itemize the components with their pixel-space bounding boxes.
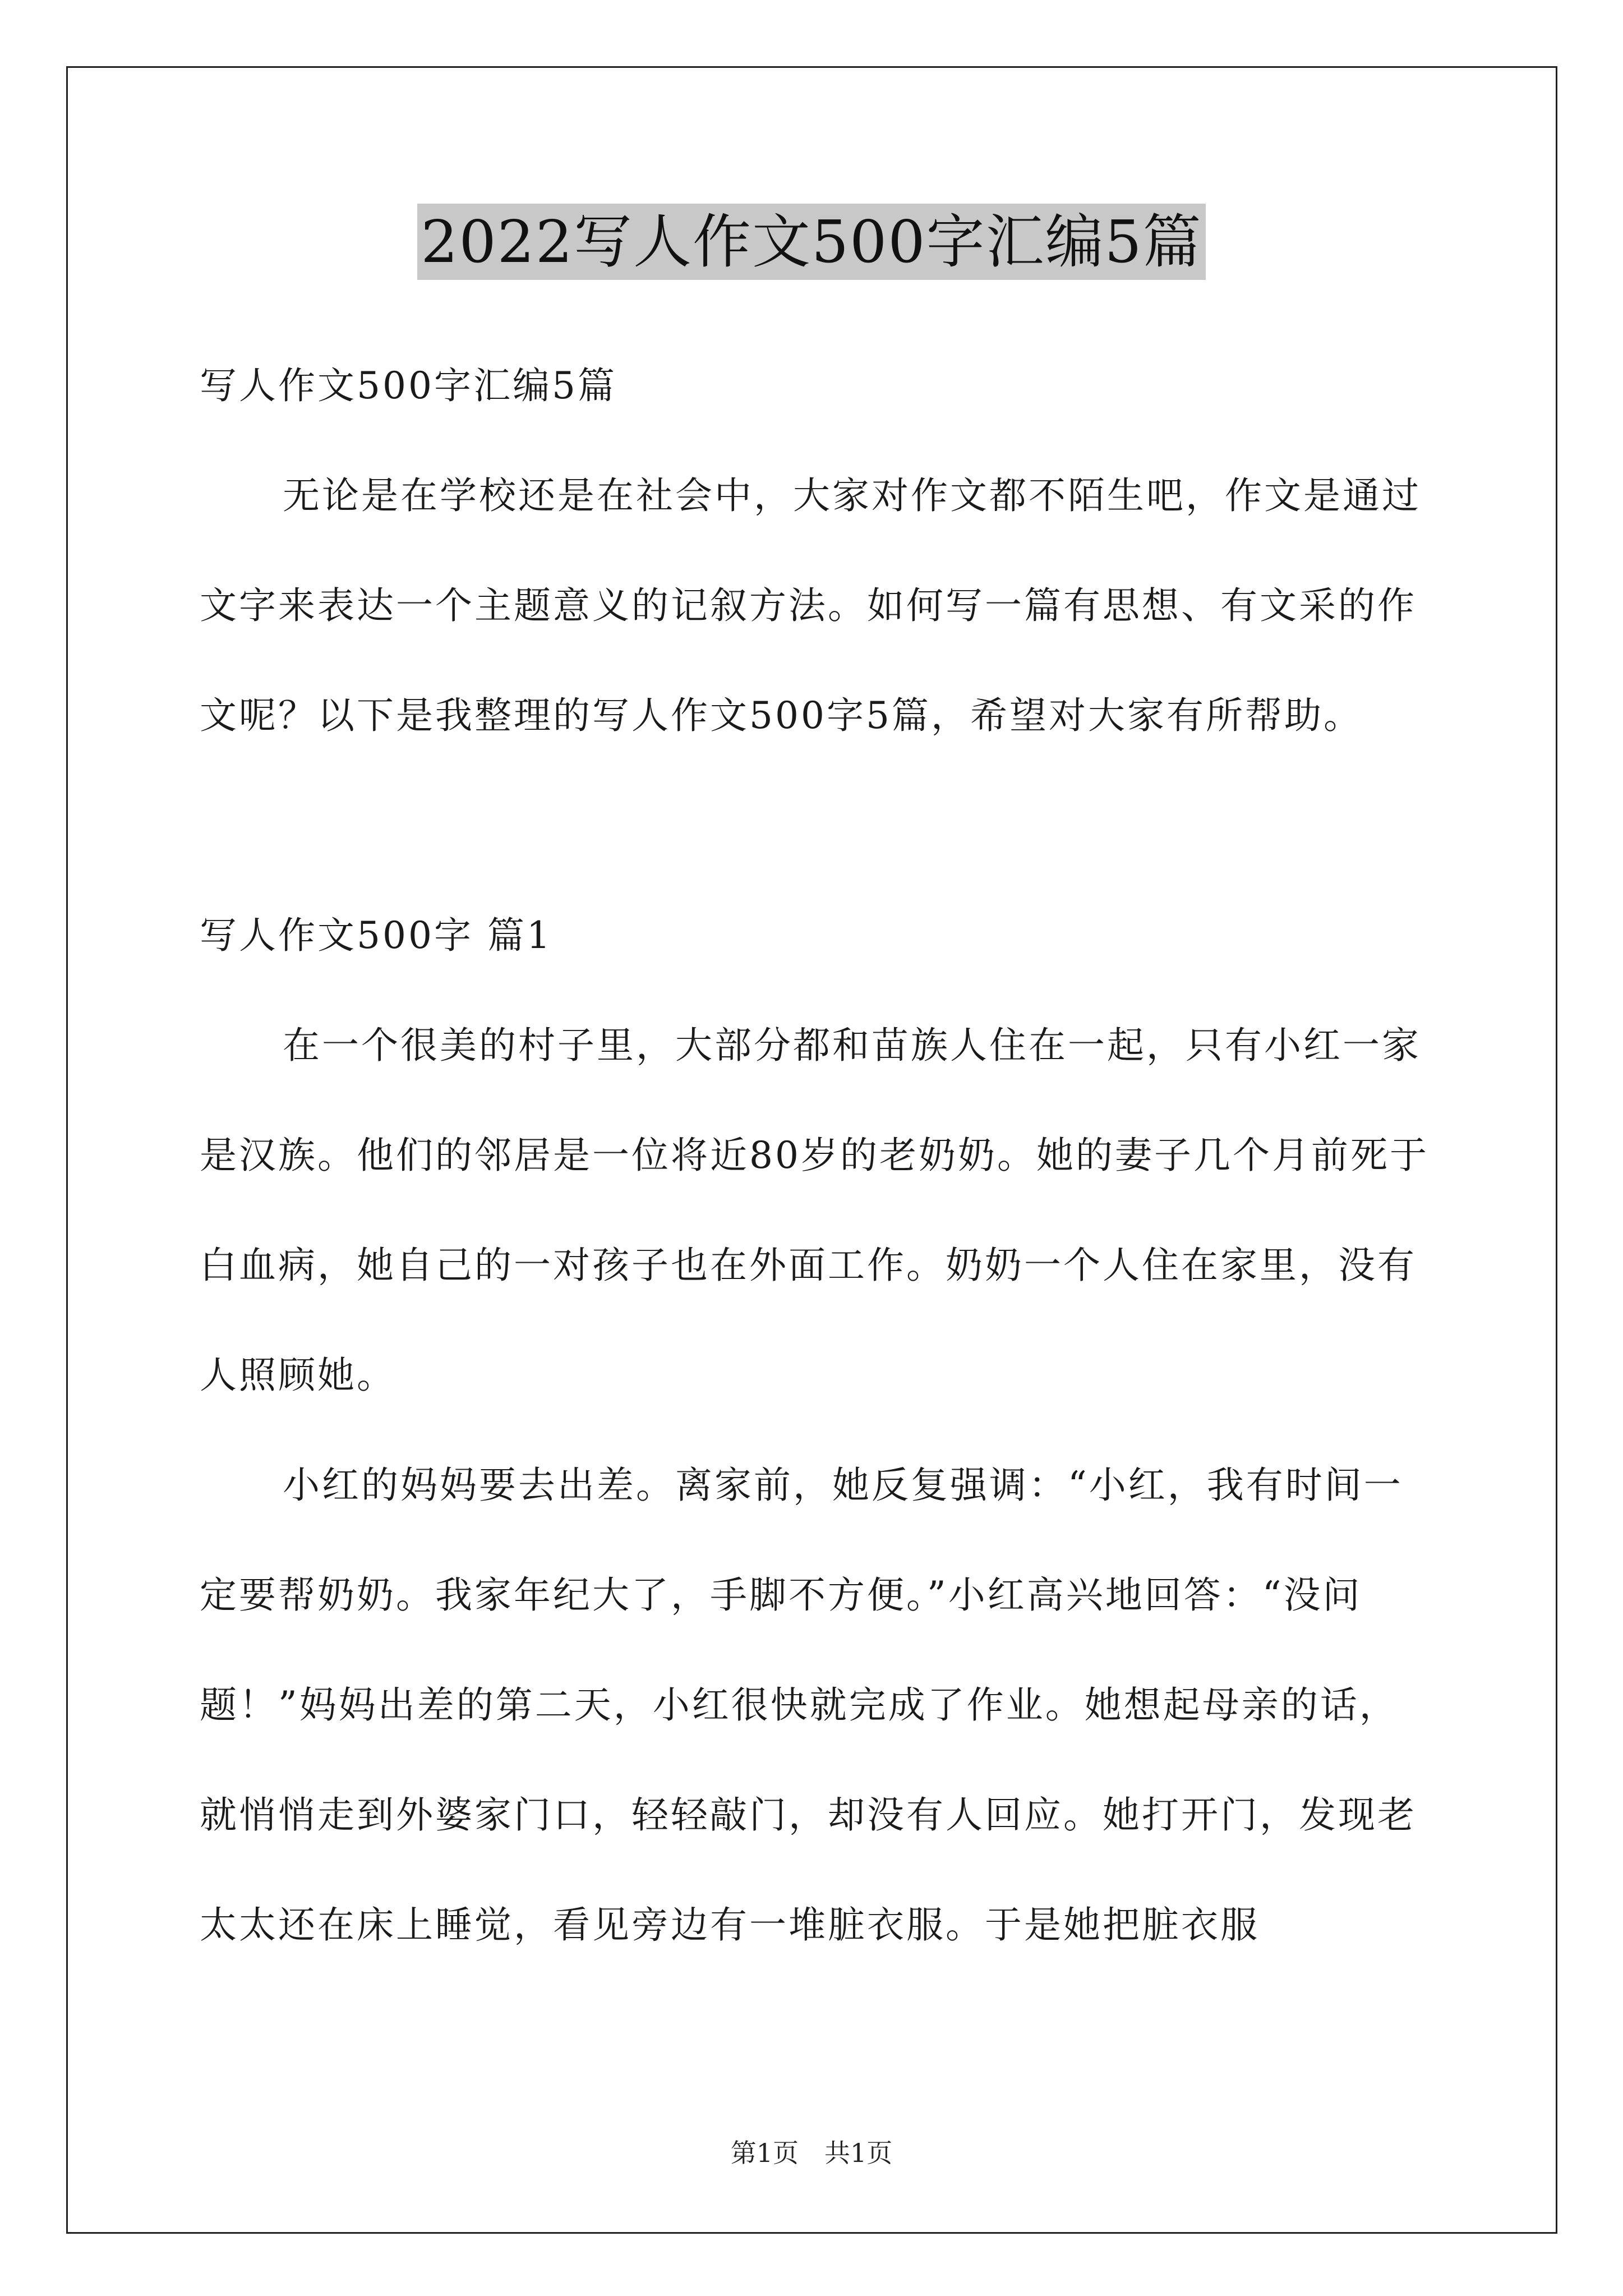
body-paragraph-1: 在一个很美的村子里，大部分都和苗族人住在一起，只有小红一家是汉族。他们的邻居是一位将近80岁的老奶奶。她的妻子几个月前死于白血病，她自己的一对孩子也在外面工作。奶奶一个人住在家里，没有人照顾她。: [200, 1024, 1429, 1397]
body-paragraph-2: 小红的妈妈要去出差。离家前，她反复强调：“小红，我有时间一定要帮奶奶。我家年纪大了，手脚不方便。”小红高兴地回答：“没问题！”妈妈出差的第二天，小红很快就完成了作业。她想起母亲的话，就悄悄走到外婆家门口，轻轻敲门，却没有人回应。她打开门，发现老太太还在床上睡觉，看见旁边有一堆脏衣服。于是她把脏衣服: [200, 1464, 1417, 1947]
intro-paragraph: 无论是在学校还是在社会中，大家对作文都不陌生吧，作文是通过文字来表达一个主题意义的记叙方法。如何写一篇有思想、有文采的作文呢？以下是我整理的写人作文500字5篇，希望对大家有所帮助。: [200, 474, 1421, 737]
document-subtitle: 写人作文500字汇编5篇: [200, 364, 617, 407]
document-body: [200, 331, 1433, 1980]
title-container: [0, 204, 1623, 280]
document-title: 2022写人作文500字汇编5篇: [417, 204, 1205, 280]
section-heading: 写人作文500字 篇1: [200, 914, 552, 957]
page-footer: 第1页 共1页: [730, 2138, 893, 2168]
section-spacer: [200, 771, 1433, 881]
